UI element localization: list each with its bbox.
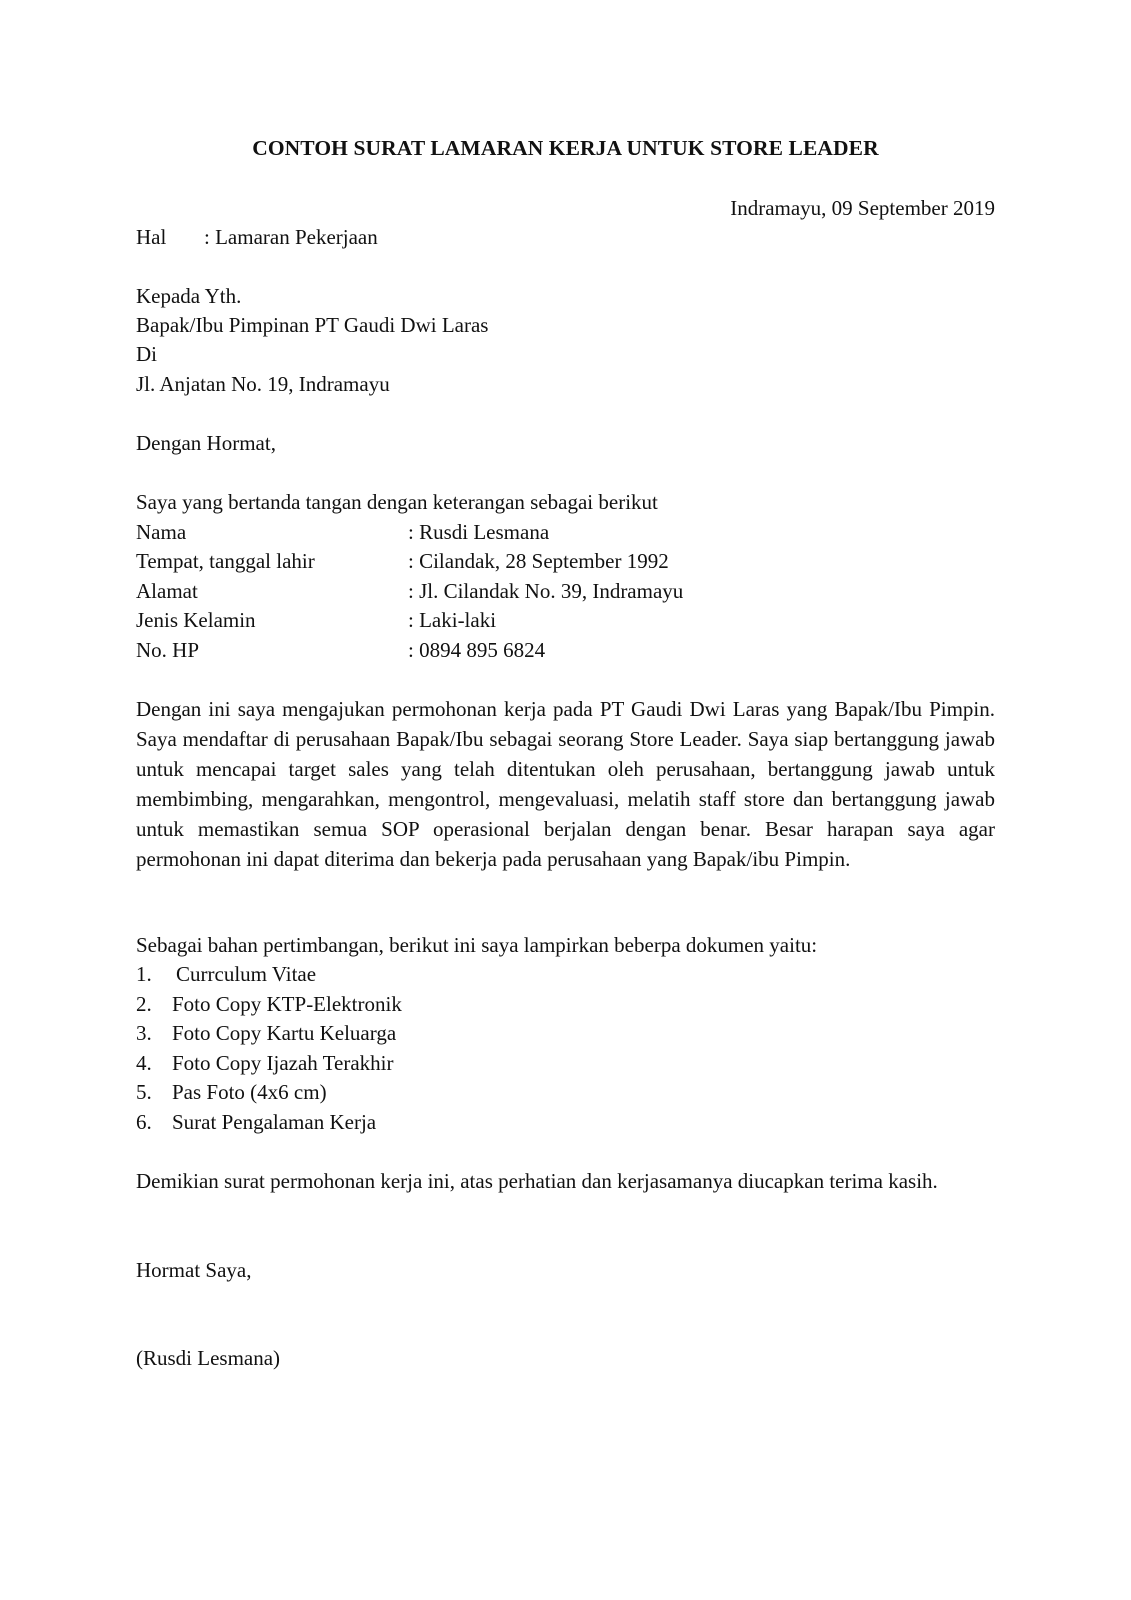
detail-value: : Laki-laki — [408, 608, 497, 632]
list-item-number: 4. — [136, 1051, 152, 1075]
list-item-text: Currculum Vitae — [176, 962, 317, 986]
recipient-line: Bapak/Ibu Pimpinan PT Gaudi Dwi Laras — [136, 313, 489, 337]
list-item-number: 1. — [136, 962, 152, 986]
document-title: CONTOH SURAT LAMARAN KERJA UNTUK STORE LEADER — [252, 136, 879, 160]
detail-value: : Cilandak, 28 September 1992 — [408, 549, 669, 573]
list-item-text: Foto Copy Kartu Keluarga — [172, 1021, 397, 1045]
subject-value: : Lamaran Pekerjaan — [204, 225, 378, 249]
regards: Hormat Saya, — [136, 1258, 252, 1282]
detail-label: Alamat — [136, 579, 198, 603]
detail-label: Jenis Kelamin — [136, 608, 256, 632]
detail-value: : Jl. Cilandak No. 39, Indramayu — [408, 579, 684, 603]
attachments-intro: Sebagai bahan pertimbangan, berikut ini saya lampirkan beberpa dokumen yaitu: — [136, 933, 818, 957]
list-item-text: Foto Copy KTP-Elektronik — [172, 992, 402, 1016]
list-item-text: Surat Pengalaman Kerja — [172, 1110, 377, 1134]
detail-label: Tempat, tanggal lahir — [136, 549, 315, 573]
list-item-number: 2. — [136, 992, 152, 1016]
recipient-line: Kepada Yth. — [136, 284, 242, 308]
body-paragraph: Dengan ini saya mengajukan permohonan kerja pada PT Gaudi Dwi Laras yang Bapak/Ibu Pimpin. Saya mendaftar di perusahaan Bapak/Ibu sebagai seorang Store Leader. Saya siap bertanggung jawab untuk mencapai target sales yang telah ditentukan oleh perusahaan, bertanggung jawab untuk membimbing, mengarahkan, mengontrol, mengevaluasi, melatih staff store dan bertanggung jawab untuk memastikan semua SOP operasional berjalan dengan benar. Besar harapan saya agar permohonan ini dapat diterima dan bekerja pada perusahaan yang Bapak/ibu Pimpin. — [136, 697, 995, 871]
detail-value: : 0894 895 6824 — [408, 638, 546, 662]
subject-label: Hal — [136, 225, 167, 249]
recipient-line: Jl. Anjatan No. 19, Indramayu — [136, 372, 390, 396]
intro-text: Saya yang bertanda tangan dengan keterangan sebagai berikut — [136, 490, 658, 514]
signature-name: (Rusdi Lesmana) — [136, 1346, 281, 1370]
detail-label: No. HP — [136, 638, 200, 662]
detail-label: Nama — [136, 520, 187, 544]
closing-paragraph: Demikian surat permohonan kerja ini, atas perhatian dan kerjasamanya diucapkan terima kasih. — [136, 1169, 938, 1193]
place-date: Indramayu, 09 September 2019 — [730, 196, 995, 220]
list-item-number: 3. — [136, 1021, 152, 1045]
list-item-text: Foto Copy Ijazah Terakhir — [172, 1051, 394, 1075]
list-item-text: Pas Foto (4x6 cm) — [172, 1080, 327, 1104]
list-item-number: 6. — [136, 1110, 152, 1134]
detail-value: : Rusdi Lesmana — [408, 520, 550, 544]
recipient-line: Di — [136, 342, 157, 366]
greeting: Dengan Hormat, — [136, 431, 276, 455]
list-item-number: 5. — [136, 1080, 152, 1104]
